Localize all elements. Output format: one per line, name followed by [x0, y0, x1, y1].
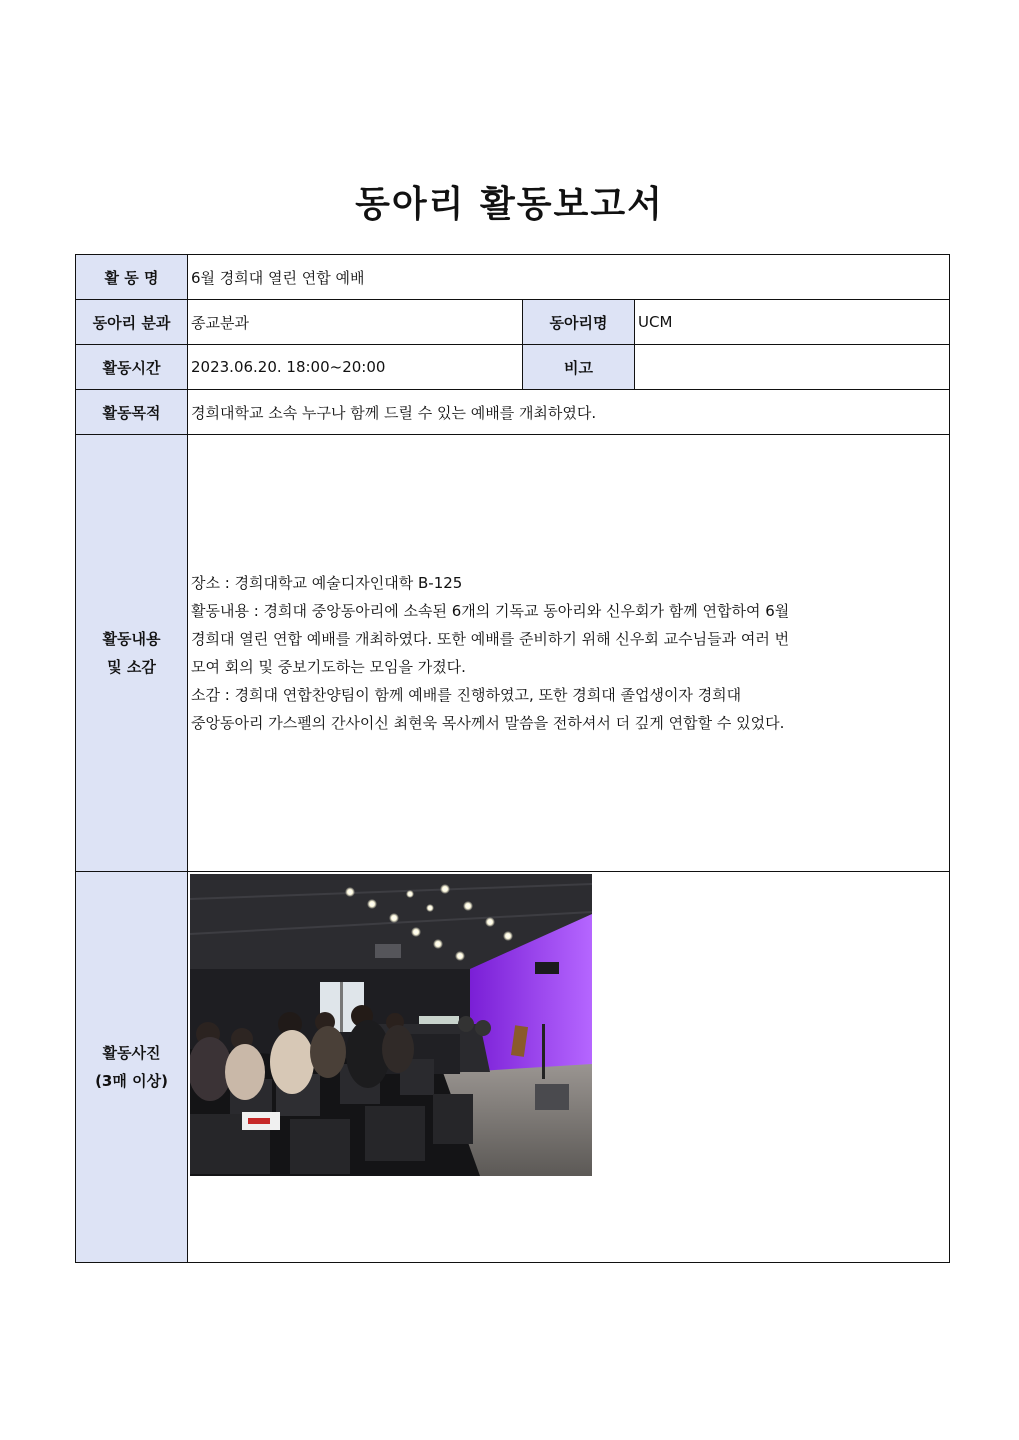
- content-label-line-2: 및 소감: [107, 658, 156, 676]
- document-title: 동아리 활동보고서: [355, 184, 664, 225]
- content-row: [76, 435, 950, 872]
- club-category-label: 동아리 분과: [76, 300, 188, 345]
- activity-time-value: 2023.06.20. 18:00~20:00: [188, 345, 523, 390]
- photo-row: [76, 872, 950, 1263]
- club-info-row: [76, 300, 950, 345]
- content-line-3: 경희대 열린 연합 예배를 개최하였다. 또한 예배를 준비하기 위해 신우회 교수님들과 여러 번: [191, 630, 790, 648]
- activity-time-row: [76, 345, 950, 390]
- content-label: [76, 435, 188, 872]
- content-line-6: 중앙동아리 가스펠의 간사이신 최현욱 목사께서 말씀을 전하셔서 더 깊게 연합할 수 있었다.: [191, 714, 785, 732]
- remarks-value: [635, 345, 950, 390]
- photo-label-line-1: 활동사진: [102, 1044, 161, 1062]
- club-name-value: UCM: [635, 300, 950, 345]
- content-line-1: 장소 : 경희대학교 예술디자인대학 B-125: [191, 574, 463, 592]
- purpose-value: 경희대학교 소속 누구나 함께 드릴 수 있는 예배를 개최하였다.: [188, 390, 950, 435]
- remarks-label: 비고: [523, 345, 635, 390]
- photo-cell: [188, 872, 950, 1263]
- content-line-4: 모여 회의 및 중보기도하는 모임을 가졌다.: [191, 658, 466, 676]
- activity-name-row: [76, 255, 950, 300]
- purpose-label: 활동목적: [76, 390, 188, 435]
- club-name-label: 동아리명: [523, 300, 635, 345]
- photo-label-line-2: (3매 이상): [95, 1072, 168, 1090]
- report-table: [75, 254, 950, 1263]
- content-line-5: 소감 : 경희대 연합찬양팀이 함께 예배를 진행하였고, 또한 경희대 졸업생이자 경희대: [191, 686, 742, 704]
- activity-time-label: 활동시간: [76, 345, 188, 390]
- purpose-row: [76, 390, 950, 435]
- activity-name-value: 6월 경희대 열린 연합 예배: [188, 255, 950, 300]
- activity-photo: [190, 874, 592, 1176]
- content-line-2: 활동내용 : 경희대 중앙동아리에 소속된 6개의 기독교 동아리와 신우회가 함께 연합하여 6월: [191, 602, 790, 620]
- club-category-value: 종교분과: [188, 300, 523, 345]
- photo-label: [76, 872, 188, 1263]
- content-label-line-1: 활동내용: [102, 630, 161, 648]
- activity-name-label: 활 동 명: [76, 255, 188, 300]
- content-text: [188, 435, 950, 872]
